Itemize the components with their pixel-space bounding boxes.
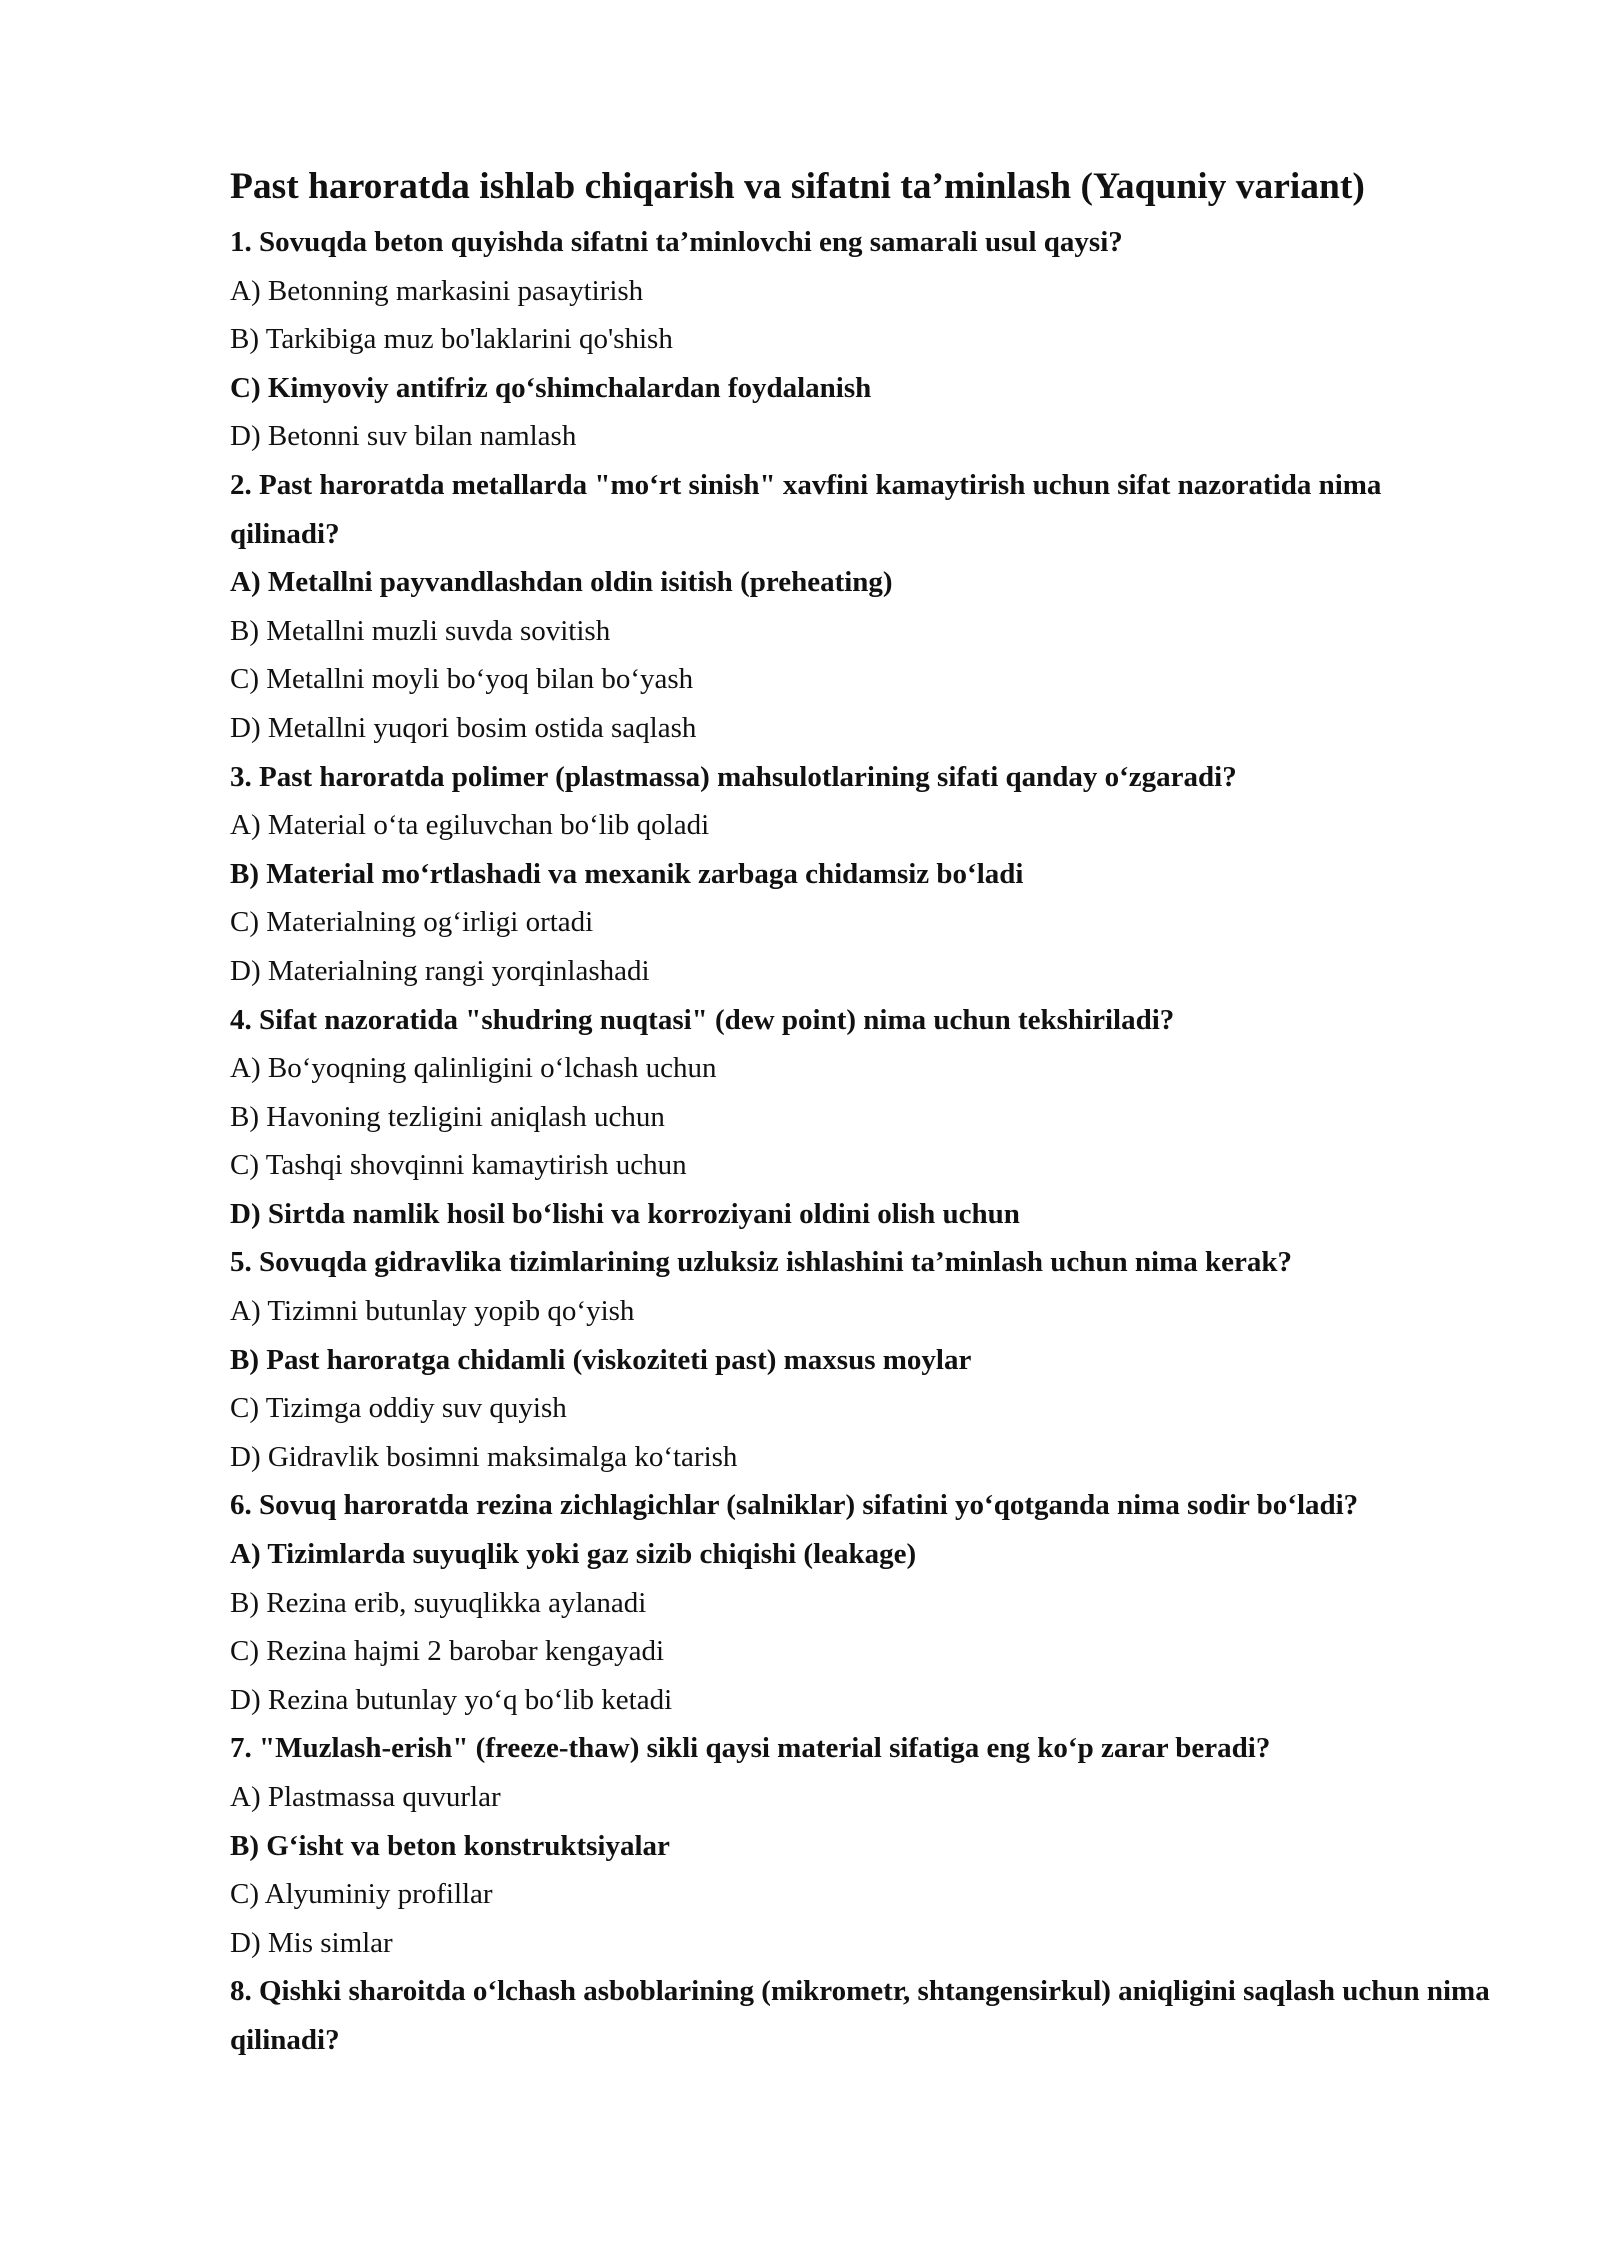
answer-option: B) Rezina erib, suyuqlikka aylanadi — [230, 1586, 647, 1619]
answer-option-correct: A) Metallni payvandlashdan oldin isitish (preheating) — [230, 566, 893, 599]
question-text: 4. Sifat nazoratida "shudring nuqtasi" (dew point) nima uchun tekshiriladi? — [230, 1003, 1175, 1036]
answer-option: D) Mis simlar — [230, 1926, 393, 1959]
answer-option-correct: C) Kimyoviy antifriz qo‘shimchalardan foydalanish — [230, 371, 872, 404]
question-text: 5. Sovuqda gidravlika tizimlarining uzluksiz ishlashini ta’minlash uchun nima kerak? — [230, 1246, 1292, 1279]
answer-option-correct: D) Sirtda namlik hosil bo‘lishi va korroziyani oldini olish uchun — [230, 1197, 1020, 1230]
question-block — [230, 1967, 1490, 2064]
answer-option: B) Metallni muzli suvda sovitish — [230, 614, 611, 647]
question-block — [230, 1481, 1490, 1724]
question-block — [230, 996, 1490, 1239]
answer-option: D) Gidravlik bosimni maksimalga ko‘tarish — [230, 1440, 738, 1473]
question-block — [230, 1724, 1490, 1967]
answer-option-correct: B) Past haroratga chidamli (viskoziteti past) maxsus moylar — [230, 1343, 972, 1376]
answer-option: D) Materialning rangi yorqinlashadi — [230, 954, 650, 987]
question-block — [230, 753, 1490, 996]
answer-option-correct: B) G‘isht va beton konstruktsiyalar — [230, 1829, 670, 1862]
question-text: 3. Past haroratda polimer (plastmassa) mahsulotlarining sifati qanday o‘zgaradi? — [230, 760, 1237, 793]
answer-option: C) Metallni moyli bo‘yoq bilan bo‘yash — [230, 663, 694, 696]
document-title: Past haroratda ishlab chiqarish va sifatni ta’minlash (Yaquniy variant) — [230, 166, 1365, 207]
answer-option: B) Tarkibiga muz bo'laklarini qo'shish — [230, 323, 673, 356]
question-list — [230, 218, 1490, 2065]
question-text: 2. Past haroratda metallarda "mo‘rt sinish" xavfini kamaytirish uchun sifat nazoratida nima qilinadi? — [230, 468, 1382, 550]
answer-option: C) Alyuminiy profillar — [230, 1878, 493, 1911]
question-text: 8. Qishki sharoitda o‘lchash asboblarining (mikrometr, shtangensirkul) aniqligini saqlash uchun nima qilinadi? — [230, 1975, 1490, 2056]
answer-option: A) Tizimni butunlay yopib qo‘yish — [230, 1295, 635, 1328]
answer-option: D) Betonni suv bilan namlash — [230, 420, 577, 453]
question-block — [230, 218, 1490, 461]
question-block — [230, 1238, 1490, 1481]
answer-option: C) Tizimga oddiy suv quyish — [230, 1392, 567, 1425]
answer-option: B) Havoning tezligini aniqlash uchun — [230, 1100, 665, 1133]
question-block — [230, 461, 1490, 753]
answer-option: D) Rezina butunlay yo‘q bo‘lib ketadi — [230, 1683, 673, 1716]
question-text: 6. Sovuq haroratda rezina zichlagichlar (salniklar) sifatini yo‘qotganda nima sodir bo‘ladi? — [230, 1489, 1359, 1522]
answer-option: D) Metallni yuqori bosim ostida saqlash — [230, 711, 697, 744]
answer-option: A) Material o‘ta egiluvchan bo‘lib qoladi — [230, 809, 710, 842]
answer-option: A) Betonning markasini pasaytirish — [230, 274, 644, 307]
question-text: 7. "Muzlash-erish" (freeze-thaw) sikli qaysi material sifatiga eng ko‘p zarar beradi? — [230, 1732, 1271, 1765]
answer-option: A) Bo‘yoqning qalinligini o‘lchash uchun — [230, 1052, 717, 1085]
answer-option-correct: B) Material mo‘rtlashadi va mexanik zarbaga chidamsiz bo‘ladi — [230, 857, 1024, 890]
answer-option: C) Tashqi shovqinni kamaytirish uchun — [230, 1149, 687, 1182]
answer-option-correct: A) Tizimlarda suyuqlik yoki gaz sizib chiqishi (leakage) — [230, 1538, 917, 1571]
answer-option: C) Materialning og‘irligi ortadi — [230, 906, 594, 939]
question-text: 1. Sovuqda beton quyishda sifatni ta’minlovchi eng samarali usul qaysi? — [230, 226, 1123, 258]
answer-option: C) Rezina hajmi 2 barobar kengayadi — [230, 1635, 665, 1668]
answer-option: A) Plastmassa quvurlar — [230, 1781, 501, 1813]
document-page — [230, 160, 1490, 2065]
